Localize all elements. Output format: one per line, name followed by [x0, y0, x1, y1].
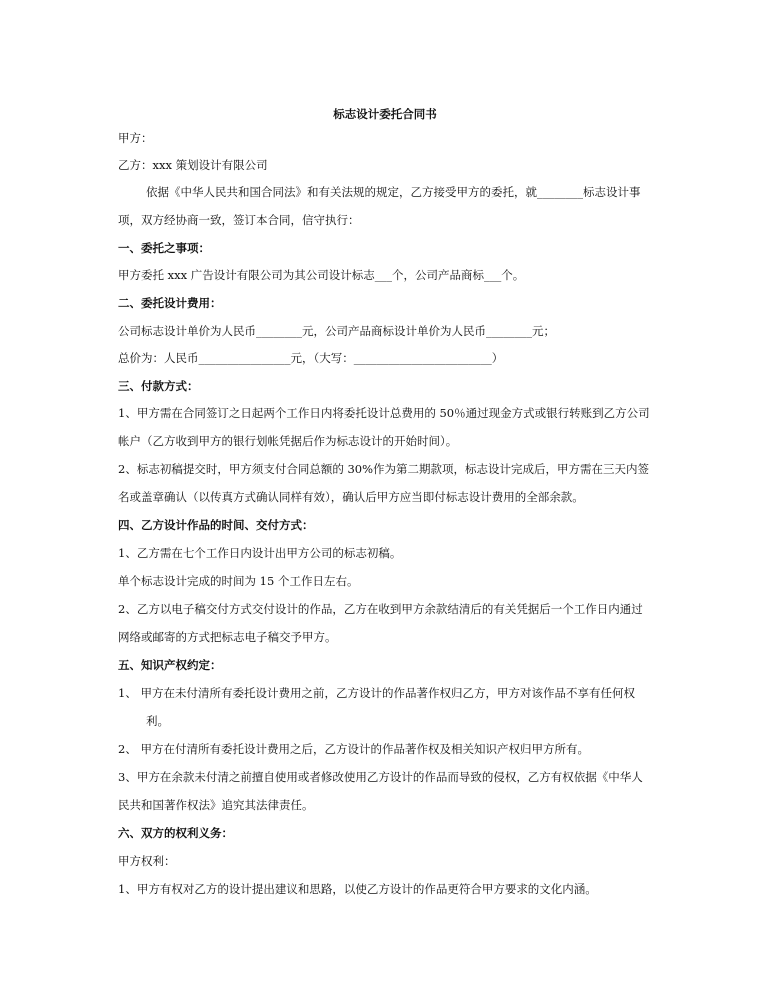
section-5-item-3-line-2: 民共和国著作权法》追究其法律责任。 — [118, 798, 314, 812]
section-3-item-1-line-2: 帐户（乙方收到甲方的银行划帐凭据后作为标志设计的开始时间）。 — [118, 434, 458, 448]
section-2-heading: 二、委托设计费用： — [118, 296, 222, 310]
section-5-item-2: 2、 甲方在付清所有委托设计费用之后，乙方设计的作品著作权及相关知识产权归甲方所有。 — [118, 742, 589, 756]
section-3-item-2-line-2: 名或盖章确认（以传真方式确认同样有效），确认后甲方应当即付标志设计费用的全部余款。 — [118, 490, 584, 504]
party-b-line: 乙方：xxx 策划设计有限公司 — [118, 158, 268, 172]
party-a-line: 甲方： — [118, 131, 153, 145]
section-4-item-2-line-1: 2、乙方以电子稿交付方式交付设计的作品，乙方在收到甲方余款结清后的有关凭据后一个工作日内通过 — [118, 602, 643, 616]
section-3-heading: 三、付款方式： — [118, 379, 199, 393]
section-5-item-1-line-2: 利。 — [146, 714, 169, 728]
section-5-item-3-line-1: 3、甲方在余款未付清之前擅自使用或者修改使用乙方设计的作品而导致的侵权，乙方有权依据《中华人 — [118, 770, 643, 784]
section-4-heading: 四、乙方设计作品的时间、交付方式： — [118, 518, 314, 532]
section-6-item-1: 1、甲方有权对乙方的设计提出建议和思路，以使乙方设计的作品更符合甲方要求的文化内涵。 — [118, 882, 597, 896]
section-2-unit-price: 公司标志设计单价为人民币________元，公司产品商标设计单价为人民币________元； — [118, 324, 555, 338]
preamble-line-2: 项，双方经协商一致，签订本合同，信守执行： — [118, 213, 360, 227]
section-6-heading: 六、双方的权利义务： — [118, 826, 233, 840]
section-1-text: 甲方委托 xxx 广告设计有限公司为其公司设计标志___个，公司产品商标___个。 — [118, 268, 525, 282]
section-4-item-1: 1、乙方需在七个工作日内设计出甲方公司的标志初稿。 — [118, 546, 402, 560]
section-3-item-1-line-1: 1、甲方需在合同签订之日起两个工作日内将委托设计总费用的 50％通过现金方式或银行转账到乙方公司 — [118, 406, 650, 420]
section-6-party-a-rights-label: 甲方权利： — [118, 854, 176, 868]
section-4-item-1-note: 单个标志设计完成的时间为 15 个工作日左右。 — [118, 574, 359, 588]
section-3-item-2-line-1: 2、标志初稿提交时，甲方须支付合同总额的 30%作为第二期款项，标志设计完成后，甲方需在三天内签 — [118, 462, 650, 476]
section-4-item-2-line-2: 网络或邮寄的方式把标志电子稿交予甲方。 — [118, 630, 337, 644]
section-5-item-1-line-1: 1、 甲方在未付清所有委托设计费用之前，乙方设计的作品著作权归乙方，甲方对该作品不享有任何权 — [118, 686, 635, 700]
section-2-total-price: 总价为：人民币________________元，（大写：________________________） — [118, 351, 504, 365]
section-1-heading: 一、委托之事项： — [118, 241, 210, 255]
preamble-line-1: 依据《中华人民共和国合同法》和有关法规的规定，乙方接受甲方的委托，就________标志设计事 — [146, 185, 641, 199]
section-5-heading: 五、知识产权约定： — [118, 658, 222, 672]
document-title: 标志设计委托合同书 — [333, 107, 437, 121]
